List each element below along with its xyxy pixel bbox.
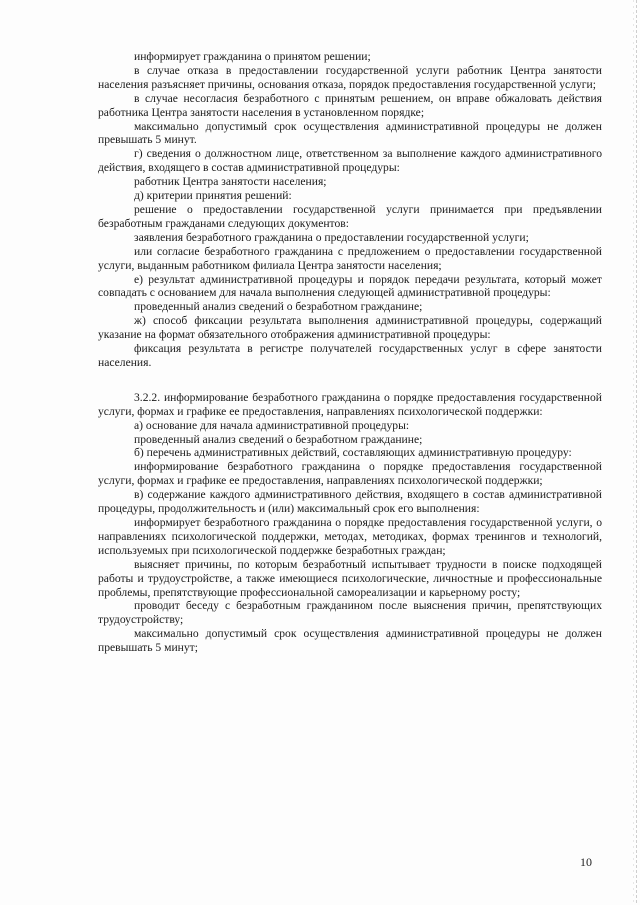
paragraph: фиксация результата в регистре получателей государственных услуг в сфере занятости населения. (98, 342, 602, 369)
paragraph: а) основание для начала административной процедуры: (134, 418, 410, 432)
scan-edge-line (636, 0, 637, 905)
paragraph: ж) способ фиксации результата выполнения административной процедуры, содержащий указание на формат обязательного отображения административной процедуры: (98, 314, 602, 342)
paragraph: заявления безработного гражданина о предоставлении государственной услуги; (134, 230, 529, 244)
paragraph: е) результат административной процедуры и порядок передачи результата, который может совпадать с основанием для начала выполнения следующей административной процедуры: (98, 272, 602, 300)
page-number: 10 (580, 855, 592, 869)
paragraph: проведенный анализ сведений о безработном гражданине; (134, 300, 423, 314)
scan-edge-line-inner (633, 0, 634, 905)
paragraph: максимально допустимый срок осуществления административной процедуры не должен превышать 5 минут. (98, 119, 602, 147)
paragraph: г) сведения о должностном лице, ответственном за выполнение каждого административного действия, входящего в состав административной процедуры: (98, 147, 602, 175)
paragraph: выясняет причины, по которым безработный испытывает трудности в поиске подходящей работы и трудоустройстве, а также имеющиеся психологические, личностные и профессиональные проблемы, препятствующие профессиональной самореализации и карьерному росту; (98, 557, 602, 599)
paragraph: максимально допустимый срок осуществления административной процедуры не должен превышать 5 минут; (98, 627, 602, 655)
paragraph: в случае несогласия безработного с принятым решением, он вправе обжаловать действия работника Центра занятости населения в установленном порядке; (98, 91, 602, 119)
paragraph: д) критерии принятия решений: (134, 189, 292, 203)
paragraph: проводит беседу с безработным гражданином после выяснения причин, препятствующих трудоустройству; (98, 599, 602, 627)
paragraph: или согласие безработного гражданина с предложением о предоставлении государственной услуги, выданным работником филиала Центра занятости населения; (98, 244, 602, 272)
paragraph: работник Центра занятости населения; (134, 175, 327, 189)
paragraph: в) содержание каждого административного действия, входящего в состав административной процедуры, продолжительность и (или) максимальный срок его выполнения: (98, 488, 602, 516)
paragraph: информирует гражданина о принятом решении; (134, 50, 371, 63)
paragraph: в случае отказа в предоставлении государственной услуги работник Центра занятости населения разъясняет причины, основания отказа, порядок предоставления государственной услуги; (98, 63, 602, 91)
paragraph: б) перечень административных действий, составляющих административную процедуру: (134, 446, 572, 460)
document-body (98, 50, 602, 655)
paragraph: проведенный анализ сведений о безработном гражданине; (134, 432, 423, 446)
section-heading: 3.2.2. информирование безработного гражданина о порядке предоставления государственной услуги, формах и графике ее предоставления, направлениях психологической поддержки: (98, 390, 602, 418)
paragraph: информирует безработного гражданина о порядке предоставления государственной услуги, о направлениях психологической поддержки, методах, методиках, формах тренингов и технологий, используемых при психологической поддержке безработных граждан; (98, 516, 602, 557)
paragraph: информирование безработного гражданина о порядке предоставления государственной услуги, формах и графике ее предоставления, направлениях психологической поддержки; (98, 460, 602, 488)
paragraph: решение о предоставлении государственной услуги принимается при предъявлении безработным гражданами следующих документов: (98, 202, 602, 230)
